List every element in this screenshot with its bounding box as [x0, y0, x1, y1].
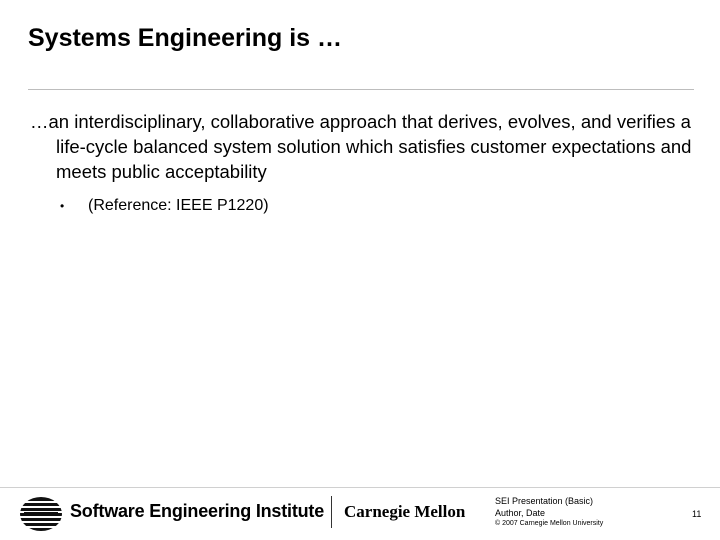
author-date: Author, Date	[495, 508, 546, 518]
definition-text: …an interdisciplinary, collaborative approach that derives, evolves, and verifies a life-cycle balanced system solution which satisfies customer expectations and meets public acceptability	[30, 111, 692, 182]
slide-title: Systems Engineering is …	[28, 24, 342, 52]
title-divider	[28, 89, 694, 90]
sei-logo-icon	[18, 494, 64, 534]
presentation-meta	[495, 495, 593, 519]
page-number: 11	[692, 509, 702, 519]
logo-divider	[331, 496, 332, 528]
reference-bullet	[60, 196, 269, 216]
presentation-title: SEI Presentation (Basic)	[495, 496, 594, 506]
reference-text: (Reference: IEEE P1220)	[88, 197, 269, 214]
cmu-wordmark: Carnegie Mellon	[344, 502, 466, 521]
copyright: © 2007 Carnegie Mellon University	[495, 520, 604, 527]
bullet-marker: •	[60, 199, 65, 213]
sei-name: Software Engineering Institute	[70, 501, 325, 521]
slide-footer	[0, 490, 720, 540]
footer-divider	[0, 487, 720, 488]
